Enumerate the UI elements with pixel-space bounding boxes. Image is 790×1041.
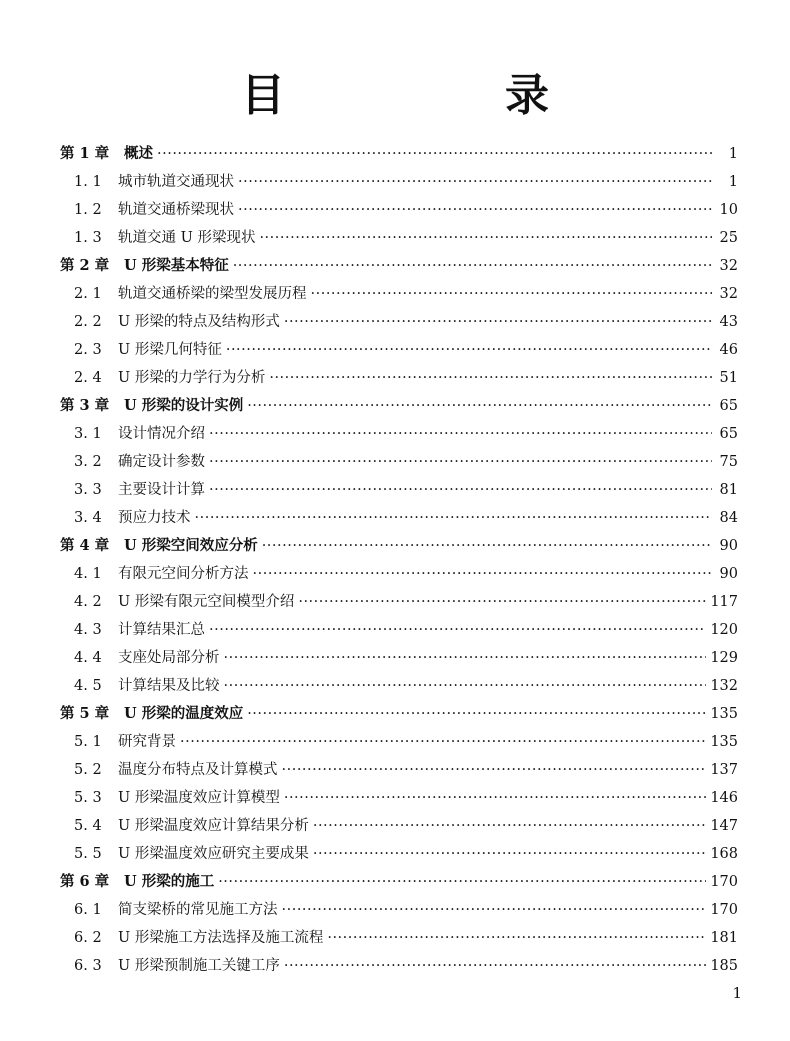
toc-section-entry bbox=[60, 952, 738, 980]
toc-leader-dots bbox=[209, 476, 712, 504]
toc-entry-page: 10 bbox=[719, 202, 738, 218]
toc-entry-page: 117 bbox=[710, 594, 738, 610]
toc-leader-dots bbox=[226, 336, 712, 364]
toc-chapter-entry bbox=[60, 140, 738, 168]
toc-entry-number: 1. 3 bbox=[74, 230, 102, 246]
toc-entry-title: 概述 bbox=[124, 145, 153, 162]
toc-entry-title: 计算结果汇总 bbox=[118, 622, 205, 638]
toc-entry-number: 1. 2 bbox=[74, 202, 102, 218]
toc-entry-page: 43 bbox=[719, 314, 738, 330]
toc-chapter-entry bbox=[60, 532, 738, 560]
toc-entry-number: 4. 3 bbox=[74, 622, 102, 638]
toc-leader-dots bbox=[327, 924, 706, 952]
toc-chapter-entry bbox=[60, 868, 738, 896]
toc-section-entry bbox=[60, 616, 738, 644]
toc-entry-title: U 形梁几何特征 bbox=[118, 342, 222, 358]
toc-section-entry bbox=[60, 644, 738, 672]
table-of-contents bbox=[60, 140, 738, 980]
toc-entry-number: 2. 2 bbox=[74, 314, 102, 330]
toc-leader-dots bbox=[247, 392, 712, 420]
toc-chapter-entry bbox=[60, 252, 738, 280]
toc-entry-page: 135 bbox=[710, 706, 738, 722]
toc-entry-title: 确定设计参数 bbox=[118, 454, 205, 470]
toc-leader-dots bbox=[218, 868, 706, 896]
toc-entry-number: 5. 5 bbox=[74, 846, 102, 862]
toc-leader-dots bbox=[298, 588, 706, 616]
toc-entry-title: U 形梁温度效应计算模型 bbox=[118, 790, 280, 806]
toc-entry-number: 3. 1 bbox=[74, 426, 102, 442]
toc-entry-title: 设计情况介绍 bbox=[118, 426, 205, 442]
toc-entry-page: 168 bbox=[710, 846, 738, 862]
toc-section-entry bbox=[60, 364, 738, 392]
toc-section-entry bbox=[60, 728, 738, 756]
toc-entry-number: 5. 4 bbox=[74, 818, 102, 834]
toc-leader-dots bbox=[180, 728, 706, 756]
toc-leader-dots bbox=[313, 840, 706, 868]
toc-leader-dots bbox=[259, 224, 712, 252]
toc-entry-title: U 形梁有限元空间模型介绍 bbox=[118, 594, 295, 610]
toc-entry-number: 第 1 章 bbox=[60, 145, 110, 162]
toc-section-entry bbox=[60, 896, 738, 924]
toc-leader-dots bbox=[224, 672, 707, 700]
toc-leader-dots bbox=[311, 280, 713, 308]
toc-entry-number: 4. 5 bbox=[74, 678, 102, 694]
toc-entry-title: 城市轨道交通现状 bbox=[118, 174, 234, 190]
toc-entry-title: U 形梁温度效应计算结果分析 bbox=[118, 818, 309, 834]
toc-entry-page: 46 bbox=[719, 342, 738, 358]
toc-entry-page: 90 bbox=[719, 538, 738, 554]
toc-section-entry bbox=[60, 336, 738, 364]
toc-entry-title: U 形梁的设计实例 bbox=[124, 397, 244, 414]
toc-section-entry bbox=[60, 308, 738, 336]
toc-section-entry bbox=[60, 196, 738, 224]
toc-entry-title: 轨道交通桥梁现状 bbox=[118, 202, 234, 218]
toc-section-entry bbox=[60, 280, 738, 308]
toc-leader-dots bbox=[269, 364, 712, 392]
toc-leader-dots bbox=[238, 196, 712, 224]
toc-entry-title: U 形梁的施工 bbox=[124, 873, 215, 890]
toc-leader-dots bbox=[209, 616, 706, 644]
toc-section-entry bbox=[60, 588, 738, 616]
toc-entry-page: 81 bbox=[719, 482, 738, 498]
toc-leader-dots bbox=[313, 812, 706, 840]
toc-entry-page: 75 bbox=[719, 454, 738, 470]
toc-entry-title: U 形梁的温度效应 bbox=[124, 705, 244, 722]
toc-entry-page: 185 bbox=[710, 958, 738, 974]
toc-section-entry bbox=[60, 476, 738, 504]
toc-entry-number: 6. 3 bbox=[74, 958, 102, 974]
toc-entry-title: U 形梁的力学行为分析 bbox=[118, 370, 266, 386]
toc-entry-title: 轨道交通桥梁的梁型发展历程 bbox=[118, 286, 307, 302]
toc-entry-title: 预应力技术 bbox=[118, 510, 191, 526]
toc-section-entry bbox=[60, 448, 738, 476]
toc-section-entry bbox=[60, 840, 738, 868]
toc-entry-page: 84 bbox=[719, 510, 738, 526]
toc-section-entry bbox=[60, 672, 738, 700]
toc-entry-number: 第 5 章 bbox=[60, 705, 110, 722]
toc-entry-number: 4. 1 bbox=[74, 566, 102, 582]
toc-entry-title: U 形梁温度效应研究主要成果 bbox=[118, 846, 309, 862]
toc-entry-number: 第 2 章 bbox=[60, 257, 110, 274]
toc-section-entry bbox=[60, 224, 738, 252]
toc-entry-page: 170 bbox=[710, 874, 738, 890]
toc-leader-dots bbox=[195, 504, 713, 532]
toc-entry-number: 6. 2 bbox=[74, 930, 102, 946]
toc-section-entry bbox=[60, 812, 738, 840]
toc-leader-dots bbox=[282, 756, 707, 784]
toc-section-entry bbox=[60, 168, 738, 196]
toc-entry-title: 简支梁桥的常见施工方法 bbox=[118, 902, 278, 918]
toc-entry-page: 65 bbox=[719, 398, 738, 414]
toc-entry-number: 3. 4 bbox=[74, 510, 102, 526]
toc-chapter-entry bbox=[60, 392, 738, 420]
toc-leader-dots bbox=[284, 784, 706, 812]
toc-entry-page: 135 bbox=[710, 734, 738, 750]
toc-entry-number: 3. 3 bbox=[74, 482, 102, 498]
page-number: 1 bbox=[732, 984, 742, 1002]
toc-entry-number: 1. 1 bbox=[74, 174, 102, 190]
toc-leader-dots bbox=[238, 168, 712, 196]
toc-entry-title: U 形梁基本特征 bbox=[124, 257, 229, 274]
toc-entry-number: 2. 3 bbox=[74, 342, 102, 358]
toc-leader-dots bbox=[262, 532, 712, 560]
toc-entry-number: 3. 2 bbox=[74, 454, 102, 470]
toc-entry-page: 65 bbox=[719, 426, 738, 442]
toc-entry-number: 4. 2 bbox=[74, 594, 102, 610]
toc-leader-dots bbox=[157, 140, 712, 168]
toc-entry-title: 温度分布特点及计算模式 bbox=[118, 762, 278, 778]
toc-entry-number: 4. 4 bbox=[74, 650, 102, 666]
toc-entry-title: 有限元空间分析方法 bbox=[118, 566, 249, 582]
toc-entry-page: 25 bbox=[719, 230, 738, 246]
toc-section-entry bbox=[60, 560, 738, 588]
toc-entry-page: 1 bbox=[728, 146, 738, 162]
toc-entry-title: 计算结果及比较 bbox=[118, 678, 220, 694]
toc-entry-number: 5. 2 bbox=[74, 762, 102, 778]
toc-entry-title: U 形梁预制施工关键工序 bbox=[118, 958, 280, 974]
toc-entry-title: 轨道交通 U 形梁现状 bbox=[118, 230, 256, 246]
toc-leader-dots bbox=[247, 700, 706, 728]
toc-leader-dots bbox=[284, 308, 712, 336]
toc-entry-page: 120 bbox=[710, 622, 738, 638]
toc-entry-page: 170 bbox=[710, 902, 738, 918]
toc-entry-title: U 形梁的特点及结构形式 bbox=[118, 314, 280, 330]
toc-leader-dots bbox=[209, 448, 712, 476]
toc-entry-number: 第 6 章 bbox=[60, 873, 110, 890]
toc-entry-page: 32 bbox=[719, 258, 738, 274]
toc-chapter-entry bbox=[60, 700, 738, 728]
toc-entry-page: 181 bbox=[710, 930, 738, 946]
toc-section-entry bbox=[60, 420, 738, 448]
toc-entry-page: 90 bbox=[719, 566, 738, 582]
toc-entry-number: 5. 3 bbox=[74, 790, 102, 806]
toc-leader-dots bbox=[209, 420, 712, 448]
toc-entry-page: 51 bbox=[719, 370, 738, 386]
toc-section-entry bbox=[60, 924, 738, 952]
toc-section-entry bbox=[60, 784, 738, 812]
toc-entry-number: 6. 1 bbox=[74, 902, 102, 918]
toc-entry-page: 147 bbox=[710, 818, 738, 834]
toc-entry-page: 137 bbox=[710, 762, 738, 778]
page-title: 目 录 bbox=[241, 70, 637, 121]
toc-section-entry bbox=[60, 756, 738, 784]
toc-entry-title: 主要设计计算 bbox=[118, 482, 205, 498]
toc-entry-page: 132 bbox=[710, 678, 738, 694]
toc-entry-title: U 形梁空间效应分析 bbox=[124, 537, 258, 554]
toc-leader-dots bbox=[224, 644, 707, 672]
toc-entry-page: 129 bbox=[710, 650, 738, 666]
toc-entry-title: 支座处局部分析 bbox=[118, 650, 220, 666]
toc-section-entry bbox=[60, 504, 738, 532]
toc-leader-dots bbox=[284, 952, 706, 980]
toc-entry-number: 第 4 章 bbox=[60, 537, 110, 554]
toc-entry-title: U 形梁施工方法选择及施工流程 bbox=[118, 930, 324, 946]
toc-leader-dots bbox=[253, 560, 713, 588]
toc-entry-number: 第 3 章 bbox=[60, 397, 110, 414]
toc-entry-number: 2. 1 bbox=[74, 286, 102, 302]
toc-leader-dots bbox=[233, 252, 712, 280]
toc-entry-title: 研究背景 bbox=[118, 734, 176, 750]
toc-entry-page: 146 bbox=[710, 790, 738, 806]
toc-entry-number: 2. 4 bbox=[74, 370, 102, 386]
toc-entry-number: 5. 1 bbox=[74, 734, 102, 750]
toc-entry-page: 32 bbox=[719, 286, 738, 302]
toc-leader-dots bbox=[282, 896, 707, 924]
toc-entry-page: 1 bbox=[728, 174, 738, 190]
